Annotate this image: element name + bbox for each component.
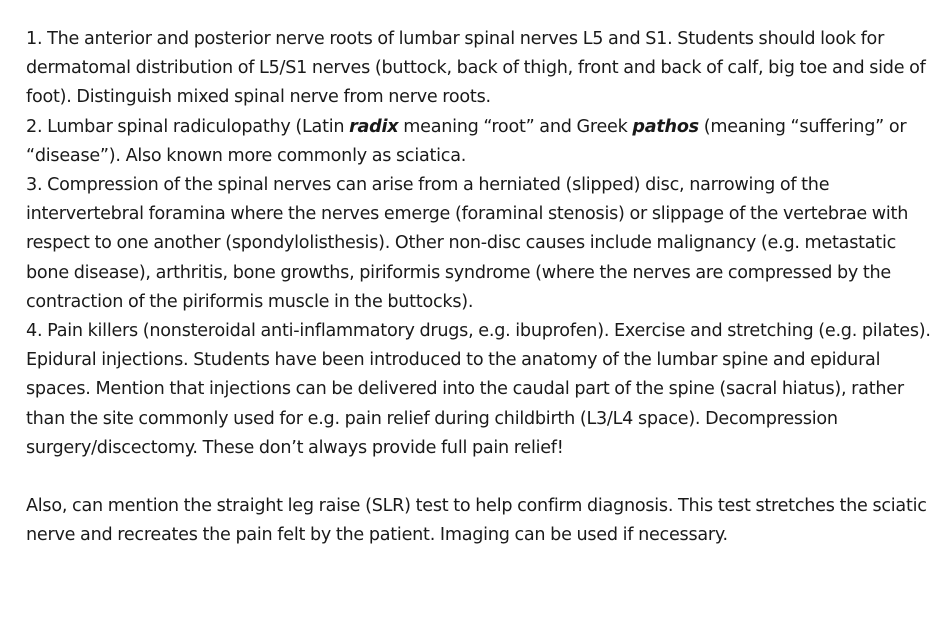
answer-item-2-text-b: meaning “root” and Greek <box>398 116 633 137</box>
answer-item-1: 1. The anterior and posterior nerve roots of lumbar spinal nerves L5 and S1. Students should look for dermatomal distribution of L5/S1 nerves (buttock, back of thigh, front and back of calf, big toe and side of foot). Distinguish mixed spinal nerve from nerve roots. <box>26 29 926 108</box>
paragraph-spacer <box>26 463 941 492</box>
answer-item-2 <box>26 113 941 171</box>
answer-item-2-text-a: 2. Lumbar spinal radiculopathy (Latin <box>26 116 350 137</box>
answer-item-4: 4. Pain killers (nonsteroidal anti-inflammatory drugs, e.g. ibuprofen). Exercise and stretching (e.g. pilates). Epidural injections. Students have been introduced to the anatomy of the lumbar spine and epidural spaces. Mention that injections can be delivered into the caudal part of the spine (sacral hiatus), rather than the site commonly used for e.g. pain relief during childbirth (L3/L4 space). Decompression surgery/discectomy. These don’t always provide full pain relief! <box>26 321 931 458</box>
additional-note: Also, can mention the straight leg raise (SLR) test to help confirm diagnosis. This test stretches the sciatic nerve and recreates the pain felt by the patient. Imaging can be used if necessary. <box>26 496 927 546</box>
answer-item-3: 3. Compression of the spinal nerves can arise from a herniated (slipped) disc, narrowing of the intervertebral foramina where the nerves emerge (foraminal stenosis) or slippage of the vertebrae with respect to one another (spondylolisthesis). Other non-disc causes include malignancy (e.g. metastatic bone disease), arthritis, bone growths, piriformis syndrome (where the nerves are compressed by the contraction of the piriformis muscle in the buttocks). <box>26 175 909 312</box>
answer-item-2-text-c: (meaning “suffering” or “disease”). Also known more commonly as sciatica. <box>26 116 907 166</box>
latin-term-radix: radix <box>349 116 399 137</box>
greek-term-pathos: pathos <box>632 116 699 137</box>
document-body <box>26 25 941 551</box>
